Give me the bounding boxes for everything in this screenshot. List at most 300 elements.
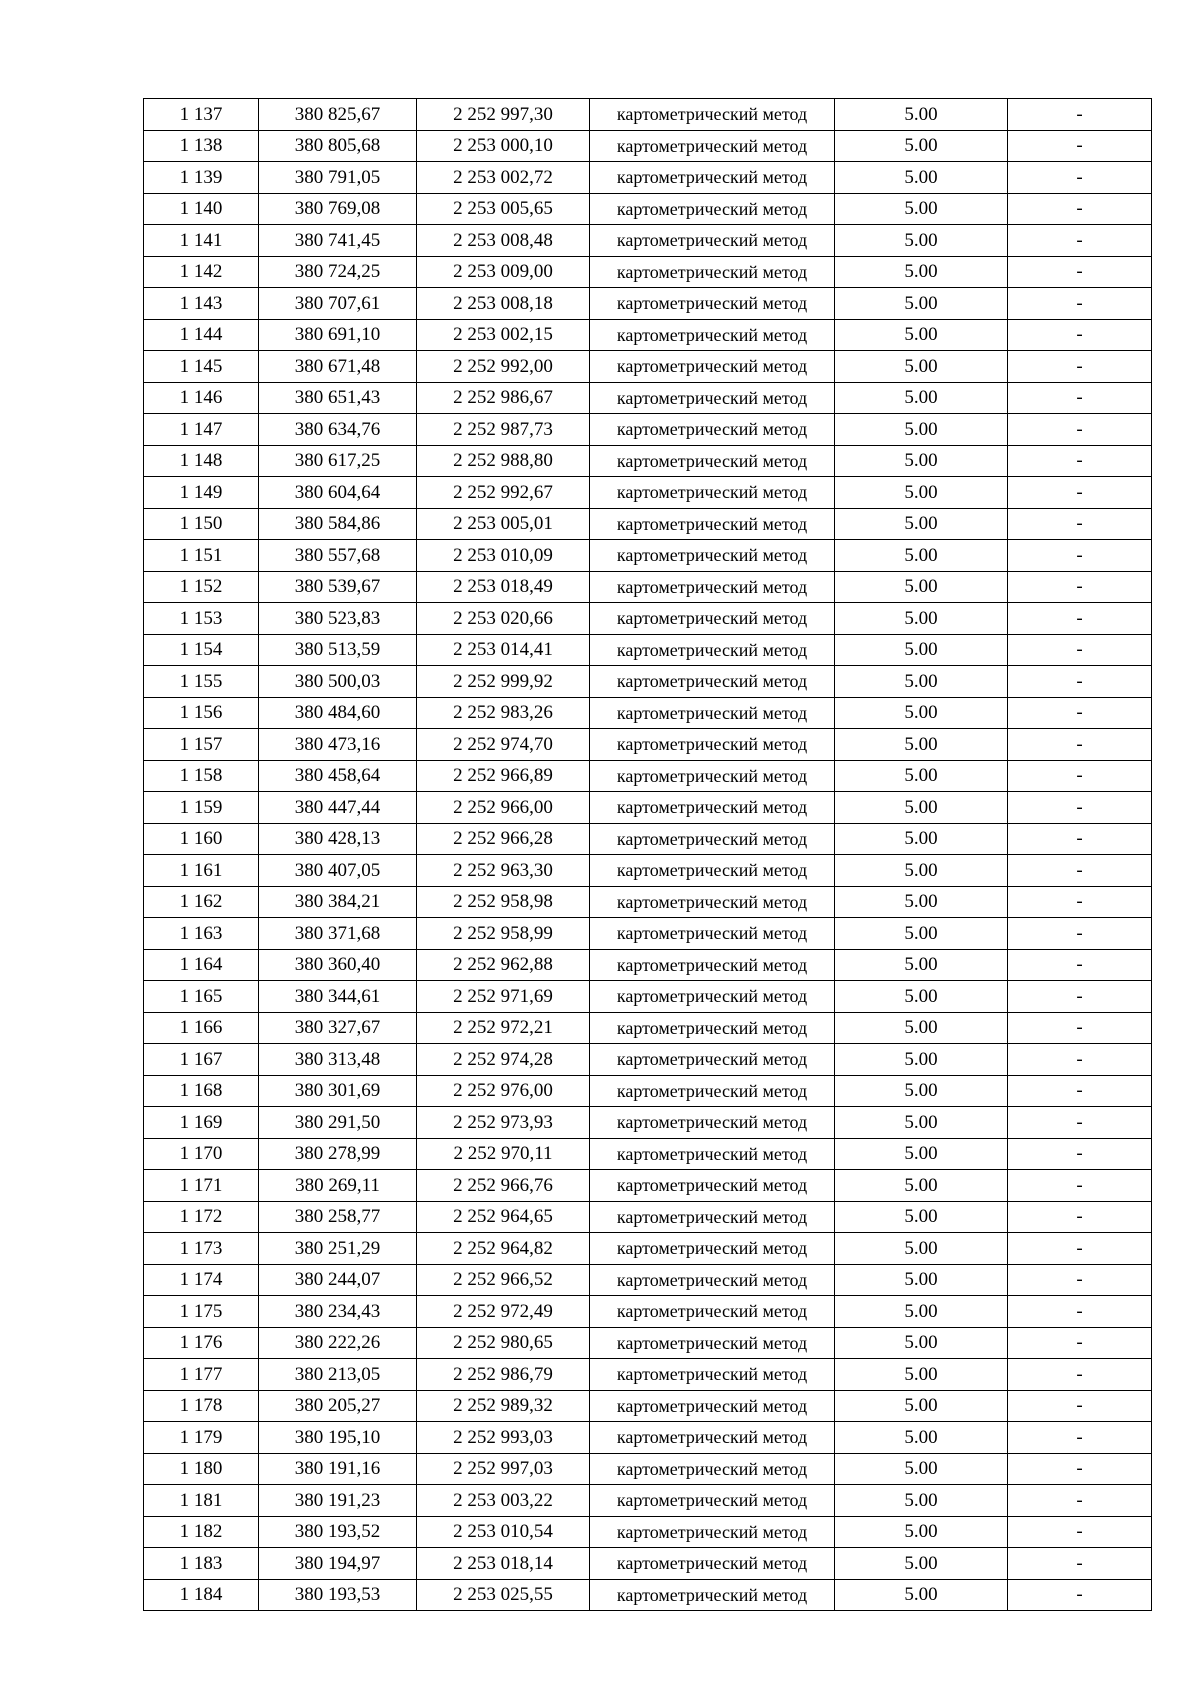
x-coordinate-cell: 380 539,67 — [259, 571, 417, 603]
accuracy-cell: 5.00 — [835, 1201, 1008, 1233]
accuracy-cell: 5.00 — [835, 1296, 1008, 1328]
coordinates-table — [143, 98, 1152, 1611]
point-number-cell: 1 180 — [144, 1453, 259, 1485]
description-cell: - — [1008, 571, 1152, 603]
accuracy-cell: 5.00 — [835, 1359, 1008, 1391]
x-coordinate-cell: 380 195,10 — [259, 1422, 417, 1454]
description-cell: - — [1008, 981, 1152, 1013]
table-row — [144, 666, 1152, 698]
point-number-cell: 1 179 — [144, 1422, 259, 1454]
accuracy-cell: 5.00 — [835, 1548, 1008, 1580]
method-cell: картометрический метод — [590, 886, 835, 918]
point-number-cell: 1 157 — [144, 729, 259, 761]
method-cell: картометрический метод — [590, 949, 835, 981]
x-coordinate-cell: 380 193,53 — [259, 1579, 417, 1611]
point-number-cell: 1 161 — [144, 855, 259, 887]
description-cell: - — [1008, 1453, 1152, 1485]
description-cell: - — [1008, 445, 1152, 477]
y-coordinate-cell: 2 253 002,72 — [417, 162, 590, 194]
table-row — [144, 1516, 1152, 1548]
x-coordinate-cell: 380 523,83 — [259, 603, 417, 635]
x-coordinate-cell: 380 513,59 — [259, 634, 417, 666]
x-coordinate-cell: 380 327,67 — [259, 1012, 417, 1044]
x-coordinate-cell: 380 634,76 — [259, 414, 417, 446]
point-number-cell: 1 159 — [144, 792, 259, 824]
table-row — [144, 1390, 1152, 1422]
table-row — [144, 855, 1152, 887]
table-row — [144, 634, 1152, 666]
accuracy-cell: 5.00 — [835, 571, 1008, 603]
point-number-cell: 1 184 — [144, 1579, 259, 1611]
y-coordinate-cell: 2 252 966,89 — [417, 760, 590, 792]
table-row — [144, 1201, 1152, 1233]
method-cell: картометрический метод — [590, 351, 835, 383]
table-row — [144, 540, 1152, 572]
method-cell: картометрический метод — [590, 382, 835, 414]
x-coordinate-cell: 380 584,86 — [259, 508, 417, 540]
point-number-cell: 1 177 — [144, 1359, 259, 1391]
x-coordinate-cell: 380 191,16 — [259, 1453, 417, 1485]
accuracy-cell: 5.00 — [835, 603, 1008, 635]
point-number-cell: 1 143 — [144, 288, 259, 320]
table-row — [144, 414, 1152, 446]
method-cell: картометрический метод — [590, 792, 835, 824]
accuracy-cell: 5.00 — [835, 981, 1008, 1013]
accuracy-cell: 5.00 — [835, 477, 1008, 509]
description-cell: - — [1008, 256, 1152, 288]
x-coordinate-cell: 380 194,97 — [259, 1548, 417, 1580]
y-coordinate-cell: 2 253 008,18 — [417, 288, 590, 320]
y-coordinate-cell: 2 252 971,69 — [417, 981, 590, 1013]
table-row — [144, 760, 1152, 792]
method-cell: картометрический метод — [590, 1390, 835, 1422]
table-row — [144, 1327, 1152, 1359]
x-coordinate-cell: 380 291,50 — [259, 1107, 417, 1139]
method-cell: картометрический метод — [590, 1201, 835, 1233]
description-cell: - — [1008, 1138, 1152, 1170]
table-row — [144, 1548, 1152, 1580]
x-coordinate-cell: 380 769,08 — [259, 193, 417, 225]
table-row — [144, 1296, 1152, 1328]
point-number-cell: 1 162 — [144, 886, 259, 918]
x-coordinate-cell: 380 825,67 — [259, 99, 417, 131]
accuracy-cell: 5.00 — [835, 351, 1008, 383]
method-cell: картометрический метод — [590, 508, 835, 540]
point-number-cell: 1 164 — [144, 949, 259, 981]
x-coordinate-cell: 380 617,25 — [259, 445, 417, 477]
point-number-cell: 1 169 — [144, 1107, 259, 1139]
y-coordinate-cell: 2 253 005,65 — [417, 193, 590, 225]
method-cell: картометрический метод — [590, 225, 835, 257]
description-cell: - — [1008, 1548, 1152, 1580]
table-row — [144, 981, 1152, 1013]
point-number-cell: 1 183 — [144, 1548, 259, 1580]
method-cell: картометрический метод — [590, 1170, 835, 1202]
x-coordinate-cell: 380 258,77 — [259, 1201, 417, 1233]
description-cell: - — [1008, 319, 1152, 351]
point-number-cell: 1 171 — [144, 1170, 259, 1202]
table-row — [144, 571, 1152, 603]
table-row — [144, 162, 1152, 194]
table-row — [144, 445, 1152, 477]
point-number-cell: 1 173 — [144, 1233, 259, 1265]
description-cell: - — [1008, 540, 1152, 572]
description-cell: - — [1008, 1422, 1152, 1454]
y-coordinate-cell: 2 252 986,79 — [417, 1359, 590, 1391]
accuracy-cell: 5.00 — [835, 162, 1008, 194]
accuracy-cell: 5.00 — [835, 1138, 1008, 1170]
accuracy-cell: 5.00 — [835, 1264, 1008, 1296]
table-row — [144, 729, 1152, 761]
description-cell: - — [1008, 886, 1152, 918]
point-number-cell: 1 158 — [144, 760, 259, 792]
method-cell: картометрический метод — [590, 1044, 835, 1076]
description-cell: - — [1008, 1359, 1152, 1391]
table-row — [144, 949, 1152, 981]
y-coordinate-cell: 2 252 986,67 — [417, 382, 590, 414]
table-row — [144, 697, 1152, 729]
point-number-cell: 1 176 — [144, 1327, 259, 1359]
method-cell: картометрический метод — [590, 130, 835, 162]
description-cell: - — [1008, 1390, 1152, 1422]
method-cell: картометрический метод — [590, 414, 835, 446]
method-cell: картометрический метод — [590, 729, 835, 761]
x-coordinate-cell: 380 671,48 — [259, 351, 417, 383]
x-coordinate-cell: 380 222,26 — [259, 1327, 417, 1359]
method-cell: картометрический метод — [590, 445, 835, 477]
description-cell: - — [1008, 225, 1152, 257]
y-coordinate-cell: 2 253 020,66 — [417, 603, 590, 635]
y-coordinate-cell: 2 252 966,76 — [417, 1170, 590, 1202]
x-coordinate-cell: 380 458,64 — [259, 760, 417, 792]
x-coordinate-cell: 380 313,48 — [259, 1044, 417, 1076]
table-row — [144, 1485, 1152, 1517]
accuracy-cell: 5.00 — [835, 445, 1008, 477]
method-cell: картометрический метод — [590, 1296, 835, 1328]
x-coordinate-cell: 380 447,44 — [259, 792, 417, 824]
description-cell: - — [1008, 508, 1152, 540]
x-coordinate-cell: 380 428,13 — [259, 823, 417, 855]
accuracy-cell: 5.00 — [835, 760, 1008, 792]
accuracy-cell: 5.00 — [835, 288, 1008, 320]
x-coordinate-cell: 380 234,43 — [259, 1296, 417, 1328]
method-cell: картометрический метод — [590, 666, 835, 698]
y-coordinate-cell: 2 252 989,32 — [417, 1390, 590, 1422]
description-cell: - — [1008, 1485, 1152, 1517]
x-coordinate-cell: 380 301,69 — [259, 1075, 417, 1107]
method-cell: картометрический метод — [590, 1516, 835, 1548]
method-cell: картометрический метод — [590, 1233, 835, 1265]
y-coordinate-cell: 2 253 014,41 — [417, 634, 590, 666]
accuracy-cell: 5.00 — [835, 918, 1008, 950]
method-cell: картометрический метод — [590, 1327, 835, 1359]
x-coordinate-cell: 380 557,68 — [259, 540, 417, 572]
description-cell: - — [1008, 351, 1152, 383]
method-cell: картометрический метод — [590, 1075, 835, 1107]
method-cell: картометрический метод — [590, 193, 835, 225]
x-coordinate-cell: 380 244,07 — [259, 1264, 417, 1296]
method-cell: картометрический метод — [590, 981, 835, 1013]
description-cell: - — [1008, 1012, 1152, 1044]
description-cell: - — [1008, 99, 1152, 131]
description-cell: - — [1008, 382, 1152, 414]
point-number-cell: 1 166 — [144, 1012, 259, 1044]
description-cell: - — [1008, 792, 1152, 824]
y-coordinate-cell: 2 252 976,00 — [417, 1075, 590, 1107]
accuracy-cell: 5.00 — [835, 1390, 1008, 1422]
x-coordinate-cell: 380 484,60 — [259, 697, 417, 729]
x-coordinate-cell: 380 205,27 — [259, 1390, 417, 1422]
accuracy-cell: 5.00 — [835, 1075, 1008, 1107]
description-cell: - — [1008, 1107, 1152, 1139]
point-number-cell: 1 178 — [144, 1390, 259, 1422]
description-cell: - — [1008, 918, 1152, 950]
description-cell: - — [1008, 760, 1152, 792]
y-coordinate-cell: 2 252 963,30 — [417, 855, 590, 887]
y-coordinate-cell: 2 253 009,00 — [417, 256, 590, 288]
y-coordinate-cell: 2 252 962,88 — [417, 949, 590, 981]
point-number-cell: 1 137 — [144, 99, 259, 131]
description-cell: - — [1008, 855, 1152, 887]
y-coordinate-cell: 2 252 973,93 — [417, 1107, 590, 1139]
x-coordinate-cell: 380 191,23 — [259, 1485, 417, 1517]
method-cell: картометрический метод — [590, 855, 835, 887]
table-row — [144, 1138, 1152, 1170]
point-number-cell: 1 147 — [144, 414, 259, 446]
point-number-cell: 1 175 — [144, 1296, 259, 1328]
method-cell: картометрический метод — [590, 634, 835, 666]
accuracy-cell: 5.00 — [835, 1453, 1008, 1485]
accuracy-cell: 5.00 — [835, 823, 1008, 855]
point-number-cell: 1 141 — [144, 225, 259, 257]
y-coordinate-cell: 2 253 000,10 — [417, 130, 590, 162]
y-coordinate-cell: 2 253 003,22 — [417, 1485, 590, 1517]
y-coordinate-cell: 2 252 966,28 — [417, 823, 590, 855]
y-coordinate-cell: 2 252 992,00 — [417, 351, 590, 383]
y-coordinate-cell: 2 252 987,73 — [417, 414, 590, 446]
description-cell: - — [1008, 288, 1152, 320]
table-row — [144, 1107, 1152, 1139]
table-row — [144, 256, 1152, 288]
table-row — [144, 1453, 1152, 1485]
x-coordinate-cell: 380 724,25 — [259, 256, 417, 288]
description-cell: - — [1008, 1264, 1152, 1296]
description-cell: - — [1008, 477, 1152, 509]
point-number-cell: 1 152 — [144, 571, 259, 603]
y-coordinate-cell: 2 252 974,70 — [417, 729, 590, 761]
table-row — [144, 603, 1152, 635]
y-coordinate-cell: 2 253 018,49 — [417, 571, 590, 603]
x-coordinate-cell: 380 741,45 — [259, 225, 417, 257]
table-row — [144, 130, 1152, 162]
accuracy-cell: 5.00 — [835, 1044, 1008, 1076]
accuracy-cell: 5.00 — [835, 697, 1008, 729]
accuracy-cell: 5.00 — [835, 1327, 1008, 1359]
point-number-cell: 1 163 — [144, 918, 259, 950]
table-row — [144, 918, 1152, 950]
accuracy-cell: 5.00 — [835, 540, 1008, 572]
method-cell: картометрический метод — [590, 571, 835, 603]
table-row — [144, 508, 1152, 540]
y-coordinate-cell: 2 253 005,01 — [417, 508, 590, 540]
table-row — [144, 382, 1152, 414]
accuracy-cell: 5.00 — [835, 792, 1008, 824]
method-cell: картометрический метод — [590, 760, 835, 792]
description-cell: - — [1008, 1201, 1152, 1233]
method-cell: картометрический метод — [590, 1485, 835, 1517]
table-row — [144, 319, 1152, 351]
x-coordinate-cell: 380 384,21 — [259, 886, 417, 918]
accuracy-cell: 5.00 — [835, 130, 1008, 162]
x-coordinate-cell: 380 344,61 — [259, 981, 417, 1013]
accuracy-cell: 5.00 — [835, 319, 1008, 351]
accuracy-cell: 5.00 — [835, 886, 1008, 918]
point-number-cell: 1 144 — [144, 319, 259, 351]
accuracy-cell: 5.00 — [835, 666, 1008, 698]
y-coordinate-cell: 2 252 988,80 — [417, 445, 590, 477]
point-number-cell: 1 148 — [144, 445, 259, 477]
accuracy-cell: 5.00 — [835, 1233, 1008, 1265]
y-coordinate-cell: 2 252 972,21 — [417, 1012, 590, 1044]
method-cell: картометрический метод — [590, 477, 835, 509]
method-cell: картометрический метод — [590, 1359, 835, 1391]
table-row — [144, 823, 1152, 855]
method-cell: картометрический метод — [590, 1012, 835, 1044]
table-row — [144, 1012, 1152, 1044]
method-cell: картометрический метод — [590, 1453, 835, 1485]
point-number-cell: 1 181 — [144, 1485, 259, 1517]
table-row — [144, 1422, 1152, 1454]
method-cell: картометрический метод — [590, 1107, 835, 1139]
method-cell: картометрический метод — [590, 918, 835, 950]
description-cell: - — [1008, 634, 1152, 666]
x-coordinate-cell: 380 278,99 — [259, 1138, 417, 1170]
description-cell: - — [1008, 1075, 1152, 1107]
method-cell: картометрический метод — [590, 256, 835, 288]
y-coordinate-cell: 2 252 993,03 — [417, 1422, 590, 1454]
y-coordinate-cell: 2 253 018,14 — [417, 1548, 590, 1580]
x-coordinate-cell: 380 604,64 — [259, 477, 417, 509]
description-cell: - — [1008, 1327, 1152, 1359]
accuracy-cell: 5.00 — [835, 225, 1008, 257]
table-row — [144, 792, 1152, 824]
table-row — [144, 477, 1152, 509]
point-number-cell: 1 172 — [144, 1201, 259, 1233]
y-coordinate-cell: 2 252 964,82 — [417, 1233, 590, 1265]
y-coordinate-cell: 2 253 002,15 — [417, 319, 590, 351]
point-number-cell: 1 140 — [144, 193, 259, 225]
accuracy-cell: 5.00 — [835, 414, 1008, 446]
point-number-cell: 1 145 — [144, 351, 259, 383]
method-cell: картометрический метод — [590, 1422, 835, 1454]
y-coordinate-cell: 2 252 964,65 — [417, 1201, 590, 1233]
description-cell: - — [1008, 1170, 1152, 1202]
x-coordinate-cell: 380 707,61 — [259, 288, 417, 320]
accuracy-cell: 5.00 — [835, 99, 1008, 131]
point-number-cell: 1 151 — [144, 540, 259, 572]
description-cell: - — [1008, 1296, 1152, 1328]
y-coordinate-cell: 2 252 970,11 — [417, 1138, 590, 1170]
y-coordinate-cell: 2 252 972,49 — [417, 1296, 590, 1328]
method-cell: картометрический метод — [590, 697, 835, 729]
method-cell: картометрический метод — [590, 540, 835, 572]
accuracy-cell: 5.00 — [835, 193, 1008, 225]
description-cell: - — [1008, 729, 1152, 761]
description-cell: - — [1008, 1044, 1152, 1076]
y-coordinate-cell: 2 252 966,00 — [417, 792, 590, 824]
accuracy-cell: 5.00 — [835, 1012, 1008, 1044]
y-coordinate-cell: 2 252 983,26 — [417, 697, 590, 729]
accuracy-cell: 5.00 — [835, 1485, 1008, 1517]
y-coordinate-cell: 2 252 997,03 — [417, 1453, 590, 1485]
point-number-cell: 1 182 — [144, 1516, 259, 1548]
table-row — [144, 1359, 1152, 1391]
y-coordinate-cell: 2 252 958,98 — [417, 886, 590, 918]
description-cell: - — [1008, 823, 1152, 855]
y-coordinate-cell: 2 253 008,48 — [417, 225, 590, 257]
y-coordinate-cell: 2 252 992,67 — [417, 477, 590, 509]
accuracy-cell: 5.00 — [835, 1107, 1008, 1139]
point-number-cell: 1 156 — [144, 697, 259, 729]
x-coordinate-cell: 380 360,40 — [259, 949, 417, 981]
method-cell: картометрический метод — [590, 1548, 835, 1580]
description-cell: - — [1008, 130, 1152, 162]
method-cell: картометрический метод — [590, 1264, 835, 1296]
accuracy-cell: 5.00 — [835, 1170, 1008, 1202]
method-cell: картометрический метод — [590, 288, 835, 320]
point-number-cell: 1 150 — [144, 508, 259, 540]
table-row — [144, 288, 1152, 320]
table-row — [144, 1264, 1152, 1296]
point-number-cell: 1 149 — [144, 477, 259, 509]
y-coordinate-cell: 2 253 010,54 — [417, 1516, 590, 1548]
accuracy-cell: 5.00 — [835, 382, 1008, 414]
x-coordinate-cell: 380 269,11 — [259, 1170, 417, 1202]
table-row — [144, 1170, 1152, 1202]
description-cell: - — [1008, 949, 1152, 981]
table-row — [144, 1075, 1152, 1107]
table-row — [144, 351, 1152, 383]
coordinates-table-body — [144, 99, 1152, 1611]
x-coordinate-cell: 380 691,10 — [259, 319, 417, 351]
y-coordinate-cell: 2 253 025,55 — [417, 1579, 590, 1611]
table-row — [144, 886, 1152, 918]
point-number-cell: 1 153 — [144, 603, 259, 635]
point-number-cell: 1 155 — [144, 666, 259, 698]
y-coordinate-cell: 2 252 974,28 — [417, 1044, 590, 1076]
y-coordinate-cell: 2 252 999,92 — [417, 666, 590, 698]
description-cell: - — [1008, 162, 1152, 194]
point-number-cell: 1 170 — [144, 1138, 259, 1170]
description-cell: - — [1008, 697, 1152, 729]
point-number-cell: 1 146 — [144, 382, 259, 414]
table-row — [144, 1044, 1152, 1076]
accuracy-cell: 5.00 — [835, 634, 1008, 666]
y-coordinate-cell: 2 252 980,65 — [417, 1327, 590, 1359]
x-coordinate-cell: 380 371,68 — [259, 918, 417, 950]
y-coordinate-cell: 2 253 010,09 — [417, 540, 590, 572]
description-cell: - — [1008, 414, 1152, 446]
point-number-cell: 1 138 — [144, 130, 259, 162]
y-coordinate-cell: 2 252 997,30 — [417, 99, 590, 131]
x-coordinate-cell: 380 407,05 — [259, 855, 417, 887]
x-coordinate-cell: 380 805,68 — [259, 130, 417, 162]
table-row — [144, 99, 1152, 131]
method-cell: картометрический метод — [590, 603, 835, 635]
point-number-cell: 1 139 — [144, 162, 259, 194]
x-coordinate-cell: 380 193,52 — [259, 1516, 417, 1548]
accuracy-cell: 5.00 — [835, 1516, 1008, 1548]
